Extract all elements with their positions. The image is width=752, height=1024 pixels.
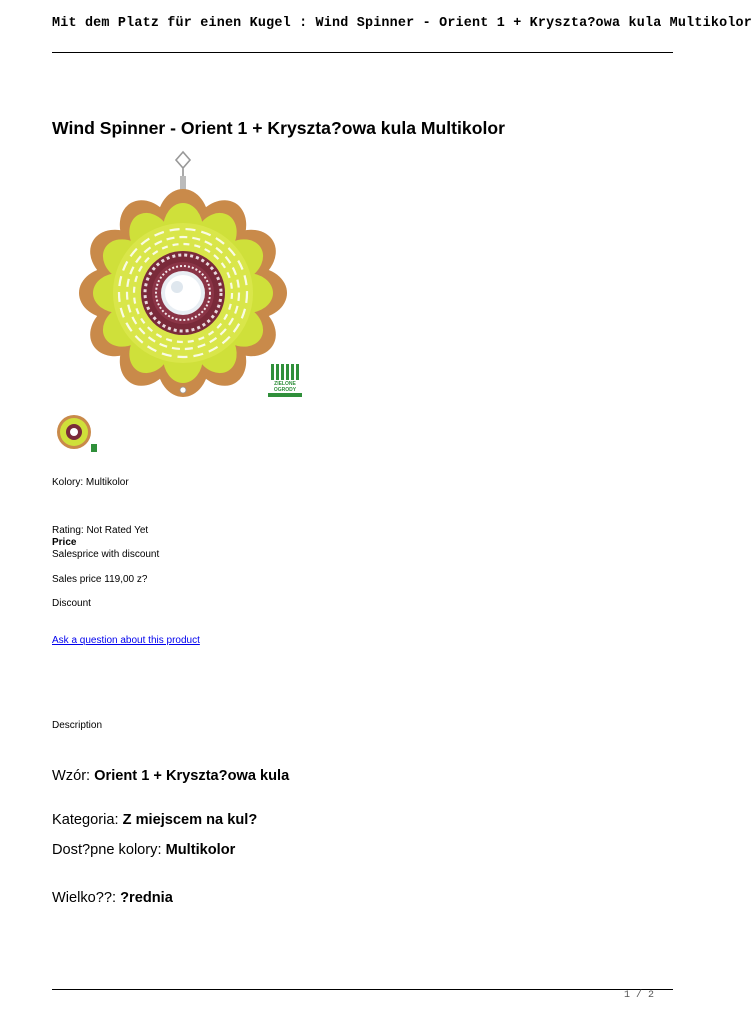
product-title: Wind Spinner - Orient 1 + Kryszta?owa kula Multikolor	[52, 118, 505, 138]
spec-wielkosc	[52, 890, 173, 906]
spec-kategoria-label: Kategoria:	[52, 812, 123, 828]
ask-question-link[interactable]: Ask a question about this product	[52, 635, 200, 646]
footer-rule	[52, 989, 673, 990]
spec-wielkosc-label: Wielko??:	[52, 890, 121, 906]
spec-wielkosc-value: ?rednia	[120, 890, 173, 906]
spec-kolory	[52, 842, 235, 858]
spec-kolory-value: Multikolor	[165, 842, 236, 858]
product-colors: Kolory: Multikolor	[52, 477, 129, 488]
sales-price: Sales price 119,00 z?	[52, 574, 148, 585]
product-image	[70, 150, 305, 406]
running-header: Mit dem Platz für einen Kugel : Wind Spinner - Orient 1 + Kryszta?owa kula Multikolor	[52, 16, 752, 31]
brand-badge-text: ZIELONE OGRODY	[273, 381, 297, 393]
salesprice-discount-label: Salesprice with discount	[52, 549, 160, 560]
spec-kategoria	[52, 812, 257, 828]
product-thumbnail[interactable]	[52, 408, 100, 456]
discount-label: Discount	[52, 598, 91, 609]
spec-wzor	[52, 768, 289, 784]
price-heading: Price	[52, 537, 77, 548]
product-rating: Rating: Not Rated Yet	[52, 525, 149, 536]
page-number: 1 / 2	[624, 990, 655, 1001]
spec-kolory-label: Dost?pne kolory:	[52, 842, 166, 858]
header-rule	[52, 52, 673, 53]
description-label: Description	[52, 720, 103, 731]
spec-kategoria-value: Z miejscem na kul?	[122, 812, 258, 828]
spec-wzor-label: Wzór:	[52, 768, 95, 784]
spec-wzor-value: Orient 1 + Kryszta?owa kula	[94, 768, 290, 784]
